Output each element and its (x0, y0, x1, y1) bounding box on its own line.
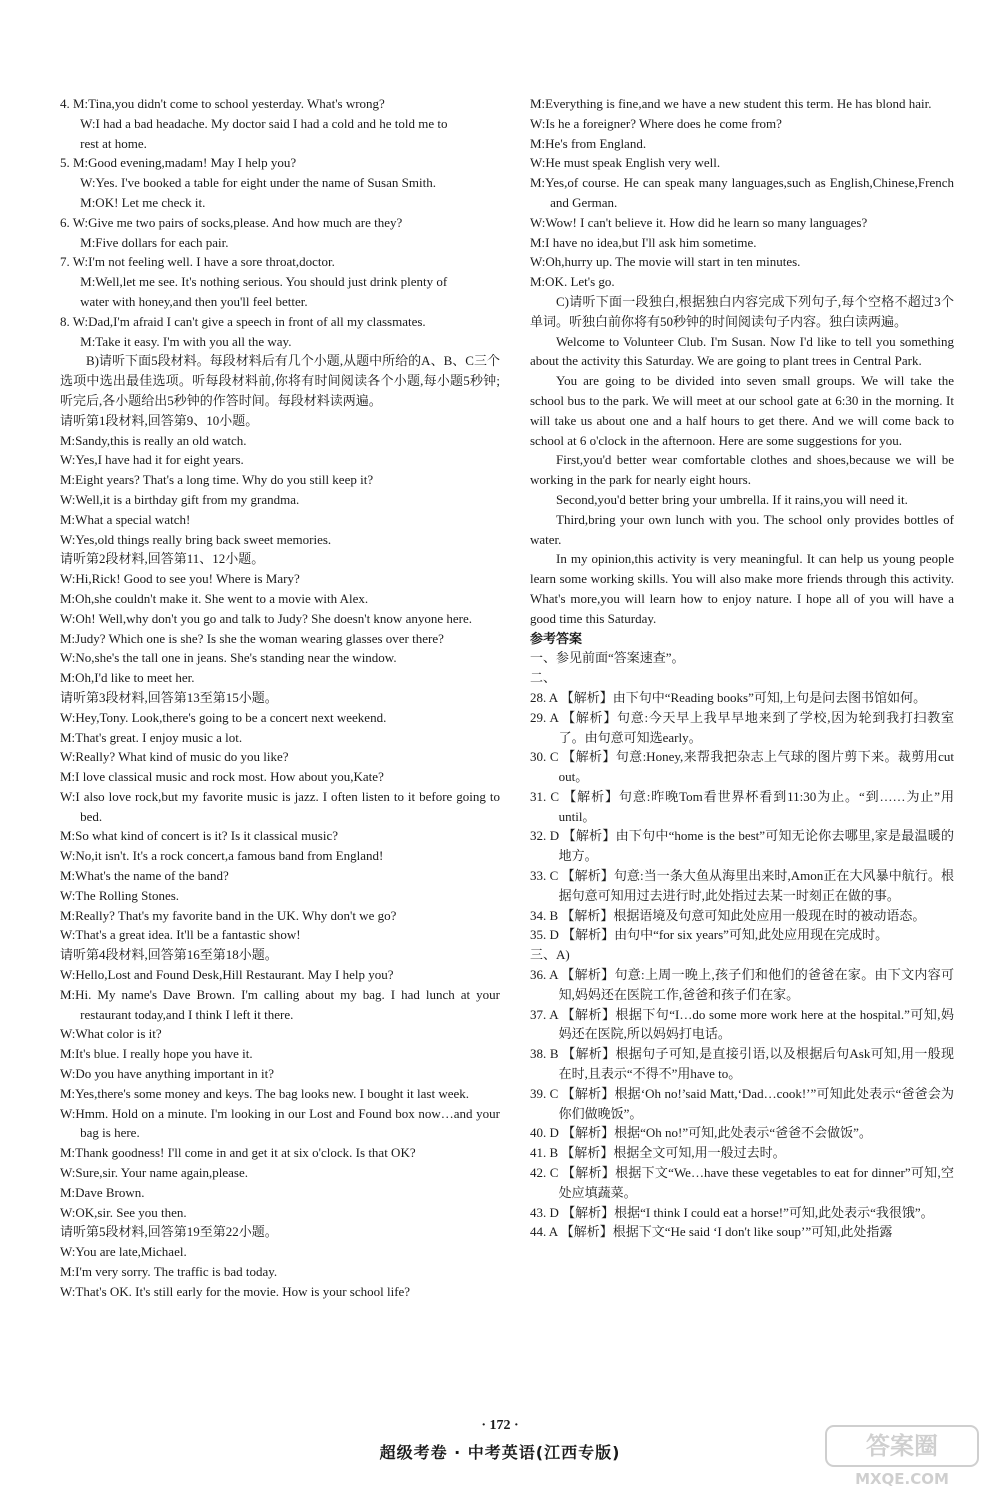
left-column-line: M:Eight years? That's a long time. Why do you still keep it? (60, 472, 374, 488)
left-column-line: W:Yes,I have had it for eight years. (60, 452, 244, 468)
left-column-line: 请听第3段材料,回答第13至第15小题。 (60, 689, 278, 705)
left-column-line: W:I also love rock,but my favorite music is jazz. I often listen to it before going to bed. (60, 788, 500, 824)
right-column-line: Second,you'd better bring your umbrella. If it rains,you will need it. (556, 491, 908, 507)
right-column-line: M:He's from England. (530, 135, 647, 151)
left-column-line: 7. W:I'm not feeling well. I have a sore throat,doctor. (60, 254, 335, 270)
right-column-line: 一、参见前面“答案速查”。 (530, 650, 685, 666)
left-column-line: W:Sure,sir. Your name again,please. (60, 1165, 248, 1181)
right-column (530, 94, 954, 1242)
left-column-line: water with honey,and then you'll feel better. (80, 293, 308, 309)
left-column-line: W:Hey,Tony. Look,there's going to be a concert next weekend. (60, 709, 387, 725)
right-column-line: W:He must speak English very well. (530, 155, 721, 171)
left-column-line: M:Sandy,this is really an old watch. (60, 432, 247, 448)
right-column-line: M:I have no idea,but I'll ask him sometime. (530, 234, 757, 250)
page-number: · 172 · (481, 1418, 519, 1433)
footer-title: 超级考卷 · 中考英语(江西专版) (379, 1443, 621, 1462)
left-column-line: W:That's a great idea. It'll be a fantastic show! (60, 927, 301, 943)
right-column-line: Welcome to Volunteer Club. I'm Susan. Now I'd like to tell you something about the activity this Saturday. We are going to plant trees in Central Park. (530, 333, 954, 369)
right-column-line: 29. A 【解析】句意:今天早上我早早地来到了学校,因为轮到我打扫教室了。由句意可知选early。 (530, 709, 954, 745)
left-column-line: M:What a special watch! (60, 511, 191, 527)
right-column-line: 43. D 【解析】根据“I think I could eat a horse!”可知,此处表示“我很饿”。 (530, 1204, 934, 1220)
left-column (60, 94, 500, 1302)
left-column-line: B)请听下面5段材料。每段材料后有几个小题,从题中所给的A、B、C三个选项中选出最佳选项。听每段材料前,你将有时间阅读各个小题,每小题5秒钟;听完后,各小题给出5秒钟的作答时间。每段材料读两遍。 (60, 353, 500, 408)
left-column-line: W:What color is it? (60, 1026, 162, 1042)
left-column-line: W:You are late,Michael. (60, 1244, 187, 1260)
left-column-line: 请听第2段材料,回答第11、12小题。 (60, 551, 265, 567)
right-column-line: C)请听下面一段独白,根据独白内容完成下列句子,每个空格不超过3个单词。听独白前你将有50秒钟的时间阅读句子内容。独白读两遍。 (530, 293, 954, 329)
left-column-line: M:What's the name of the band? (60, 868, 229, 884)
left-column-line: W:Yes. I've booked a table for eight under the name of Susan Smith. (80, 175, 436, 191)
left-column-line: 4. M:Tina,you didn't come to school yesterday. What's wrong? (60, 96, 385, 111)
left-column-line: W:The Rolling Stones. (60, 887, 180, 903)
svg-text:答案圈: 答案圈 (866, 1432, 938, 1460)
left-column-line: M:It's blue. I really hope you have it. (60, 1046, 253, 1062)
left-column-line: M:Oh,she couldn't make it. She went to a movie with Alex. (60, 590, 369, 606)
left-column-line: W:Well,it is a birthday gift from my grandma. (60, 491, 300, 507)
right-column-line: 30. C 【解析】句意:Honey,来帮我把杂志上气球的图片剪下来。裁剪用cut out。 (530, 749, 954, 785)
left-column-line: M:Five dollars for each pair. (80, 234, 229, 250)
left-column-line: W:Really? What kind of music do you like? (60, 749, 289, 765)
left-column-line: 8. W:Dad,I'm afraid I can't give a speech in front of all my classmates. (60, 313, 426, 329)
left-column-line: 请听第1段材料,回答第9、10小题。 (60, 412, 259, 428)
right-column-line: 33. C 【解析】句意:当一条大鱼从海里出来时,Amon正在大风暴中航行。根据句意可知用过去进行时,此处指过去某一时刻正在做的事。 (530, 868, 954, 903)
left-column-line: M:Well,let me see. It's nothing serious. You should just drink plenty of (80, 274, 448, 290)
left-column-line: M:I'm very sorry. The traffic is bad today. (60, 1264, 278, 1280)
right-column-line: 37. A 【解析】根据下句“I…do some more work here at the hospital.”可知,妈妈还在医院,所以妈妈打电话。 (530, 1006, 954, 1042)
left-column-line: M:Really? That's my favorite band in the UK. Why don't we go? (60, 907, 397, 923)
left-column-line: W:Hello,Lost and Found Desk,Hill Restaurant. May I help you? (60, 967, 394, 983)
left-column-line: M:Thank goodness! I'll come in and get it at six o'clock. Is that OK? (60, 1145, 416, 1161)
right-column-line: 28. A 【解析】由下句中“Reading books”可知,上句是问去图书馆如何。 (530, 689, 927, 705)
left-column-line: W:OK,sir. See you then. (60, 1204, 187, 1220)
right-column-line: 44. A 【解析】根据下文“He said ‘I don't like soup’”可知,此处指露 (530, 1224, 893, 1240)
watermark-logo (822, 1422, 982, 1492)
left-column-line: 6. W:Give me two pairs of socks,please. And how much are they? (60, 214, 403, 230)
right-column-line: 参考答案 (530, 630, 583, 646)
left-column-line: rest at home. (80, 135, 147, 151)
left-column-line: M:Take it easy. I'm with you all the way. (80, 333, 292, 349)
right-column-line: 39. C 【解析】根据‘Oh no!’said Matt,‘Dad…cook!’”可知此处表示“爸爸会为你们做晚饭”。 (530, 1085, 954, 1121)
left-column-line: 请听第5段材料,回答第19至第22小题。 (60, 1224, 278, 1240)
left-column-line: W:Oh! Well,why don't you go and talk to Judy? She doesn't know anyone here. (60, 610, 472, 626)
right-column-line: 35. D 【解析】由句中“for six years”可知,此处应用现在完成时。 (530, 927, 889, 943)
svg-text:MXQE.COM: MXQE.COM (855, 1470, 949, 1488)
left-column-line: 5. M:Good evening,madam! May I help you? (60, 155, 297, 171)
left-column-line: W:Do you have anything important in it? (60, 1066, 274, 1082)
right-column-line: 32. D 【解析】由下句中“home is the best”可知无论你去哪里,家是最温暖的地方。 (530, 828, 954, 864)
right-column-line: 34. B 【解析】根据语境及句意可知此处应用一般现在时的被动语态。 (530, 907, 926, 923)
left-column-line: W:Hmm. Hold on a minute. I'm looking in our Lost and Found box now…and your bag is here. (60, 1105, 500, 1141)
left-column-line: W:No,it isn't. It's a rock concert,a famous band from England! (60, 848, 384, 864)
right-column-line: 36. A 【解析】句意:上周一晚上,孩子们和他们的爸爸在家。由下文内容可知,妈妈还在医院工作,爸爸和孩子们在家。 (530, 967, 954, 1002)
right-column-line: W:Is he a foreigner? Where does he come from? (530, 115, 782, 131)
right-column-line: 42. C 【解析】根据下文“We…have these vegetables to eat for dinner”可知,空处应填蔬菜。 (530, 1165, 954, 1200)
left-column-line: 请听第4段材料,回答第16至第18小题。 (60, 947, 278, 963)
left-column-line: M:OK! Let me check it. (80, 194, 206, 210)
right-column-line: You are going to be divided into seven small groups. We will take the school bus to the park. We will meet at our school gate at 6:30 in the morning. It will take us about one and a half hours to get there. And we will come back to school at 6 o'clock in the afternoon. Here are some suggestions for you. (530, 373, 954, 448)
right-column-line: 二、 (530, 670, 557, 686)
left-column-line: W:Yes,old things really bring back sweet memories. (60, 531, 332, 547)
left-column-line: M:Hi. My name's Dave Brown. I'm calling about my bag. I had lunch at your restaurant today,and I think I left it there. (60, 986, 500, 1022)
right-column-line: 38. B 【解析】根据句子可知,是直接引语,以及根据后句Ask可知,用一般现在时,且表示“不得不”用have to。 (530, 1046, 954, 1082)
left-column-line: M:Oh,I'd like to meet her. (60, 670, 195, 686)
right-column-line: Third,bring your own lunch with you. The school only provides bottles of water. (530, 511, 954, 547)
right-column-line: First,you'd better wear comfortable clothes and shoes,because we will be working in the park for nearly eight hours. (530, 452, 954, 488)
left-column-line: W:That's OK. It's still early for the movie. How is your school life? (60, 1283, 411, 1299)
right-column-line: 41. B 【解析】根据全文可知,用一般过去时。 (530, 1145, 786, 1161)
left-column-line: W:No,she's the tall one in jeans. She's standing near the window. (60, 650, 397, 666)
left-column-line: M:Dave Brown. (60, 1184, 145, 1200)
left-column-line: M:So what kind of concert is it? Is it classical music? (60, 828, 338, 844)
right-column-line: 三、A) (530, 947, 570, 963)
left-column-line: W:Hi,Rick! Good to see you! Where is Mary? (60, 571, 300, 587)
left-column-line: M:That's great. I enjoy music a lot. (60, 729, 243, 745)
right-column-line: W:Oh,hurry up. The movie will start in ten minutes. (530, 254, 801, 270)
right-column-line: W:Wow! I can't believe it. How did he learn so many languages? (530, 214, 868, 230)
left-column-line: M:Yes,there's some money and keys. The bag looks new. I bought it last week. (60, 1085, 470, 1101)
right-column-line: M:Everything is fine,and we have a new student this term. He has blond hair. (530, 96, 932, 111)
left-column-line: M:Judy? Which one is she? Is she the woman wearing glasses over there? (60, 630, 444, 646)
left-column-line: M:I love classical music and rock most. How about you,Kate? (60, 769, 384, 785)
right-column-line: In my opinion,this activity is very meaningful. It can help us young people learn some working skills. You will also make more friends through this activity. What's more,you will learn how to enjoy nature. I hope all of you will have a good time this Saturday. (530, 551, 954, 626)
left-column-line: W:I had a bad headache. My doctor said I had a cold and he told me to (80, 115, 448, 131)
right-column-line: M:Yes,of course. He can speak many languages,such as English,Chinese,French and German. (530, 175, 954, 210)
right-column-line: M:OK. Let's go. (530, 274, 615, 290)
right-column-line: 40. D 【解析】根据“Oh no!”可知,此处表示“爸爸不会做饭”。 (530, 1125, 872, 1141)
right-column-line: 31. C 【解析】句意:昨晚Tom看世界杯看到11:30为止。“到……为止”用until。 (530, 788, 954, 824)
